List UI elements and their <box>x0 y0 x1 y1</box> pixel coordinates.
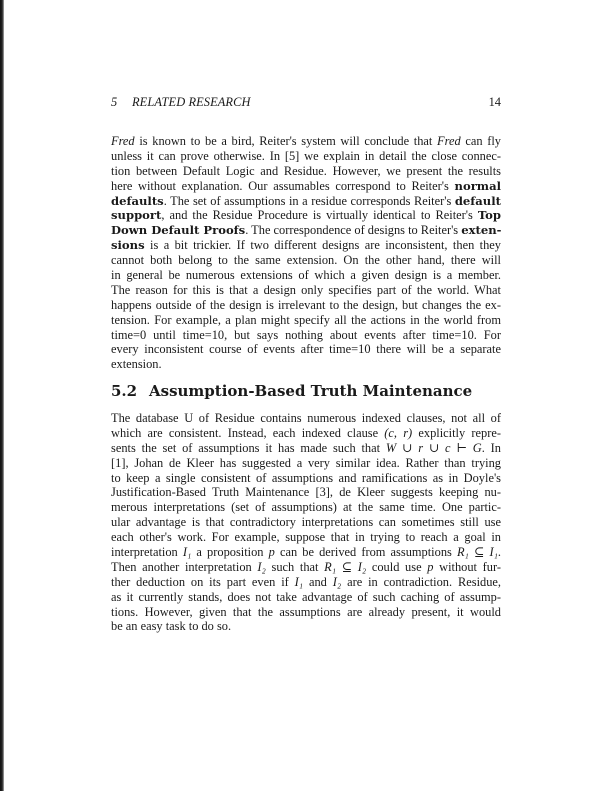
text-run: extension. <box>111 357 162 372</box>
section-heading-number: 5.2 <box>111 382 138 400</box>
italic-term: R₁ ⊆ I₁ <box>456 545 498 560</box>
text-run: is a bit trickier. If two different designs are inconsistent, then they <box>144 238 501 253</box>
text-run: which are consistent. Instead, each indexed clause <box>111 425 385 440</box>
text-run: happens outside of the design is irrelevant to the design, but changes the ex- <box>111 297 501 312</box>
text-run: unless it can prove otherwise. In [5] we explain in detail the close connec- <box>111 148 501 163</box>
text-line <box>111 530 501 545</box>
text-line <box>111 426 501 441</box>
bold-term: defaults <box>111 193 164 208</box>
italic-term: I₁ <box>294 574 304 589</box>
text-line <box>111 471 501 486</box>
text-run: ular advantage is that contradictory interpretations can sometimes still use <box>111 515 501 530</box>
text-line <box>111 253 501 268</box>
italic-term: Fred <box>437 134 461 148</box>
text-run: each other's work. For example, suppose that in trying to reach a goal in <box>111 530 501 545</box>
paragraph-default-logic <box>111 134 501 372</box>
text-line <box>111 223 501 238</box>
text-line <box>111 268 501 283</box>
text-line <box>111 298 501 313</box>
text-run: are in contradiction. Residue, <box>341 574 501 589</box>
text-run: . The set of assumptions in a residue corresponds Reiter's <box>163 193 455 208</box>
text-run: cannot both belong to the same extension. On the other hand, there will <box>111 253 501 268</box>
text-line <box>111 283 501 298</box>
text-line <box>111 179 501 194</box>
text-run: tension. For example, a plan might specify all the actions in the world from <box>111 312 501 327</box>
bold-term: sions <box>111 238 145 253</box>
text-run: tions. However, given that the assumptions are already present, it would <box>111 604 501 619</box>
paragraph-atms <box>111 411 501 634</box>
bold-term: normal <box>454 178 501 193</box>
italic-term: p <box>268 545 275 560</box>
text-line <box>111 357 501 372</box>
running-head <box>111 95 501 111</box>
italic-term: R₁ ⊆ I₂ <box>324 559 367 574</box>
page-number: 14 <box>488 95 501 109</box>
text-line <box>111 149 501 164</box>
bold-term: default <box>454 193 501 208</box>
text-line <box>111 411 501 426</box>
text-line <box>111 590 501 605</box>
italic-term: W ∪ r ∪ c ⊢ G <box>385 440 482 455</box>
text-run: tion between Default Logic and Residue. However, we present the results <box>111 163 501 178</box>
text-line <box>111 560 501 575</box>
scan-edge-shadow <box>0 0 4 791</box>
text-run: explicitly repre- <box>412 425 501 440</box>
text-run: a proposition <box>191 545 269 560</box>
text-run: every inconsistent course of events after time=10 there will be a separate <box>111 342 501 357</box>
section-heading <box>111 382 472 400</box>
running-head-section-title: RELATED RESEARCH <box>132 95 251 109</box>
italic-term: Fred <box>111 134 135 148</box>
text-run: interpretation <box>111 545 183 560</box>
text-run: is known to be a bird, Reiter's system will conclude that <box>134 134 438 148</box>
italic-term: I₂ <box>257 559 266 574</box>
text-run: such that <box>265 559 325 574</box>
text-run: . The correspondence of designs to Reiter's <box>245 223 462 238</box>
text-line <box>111 194 501 209</box>
text-line <box>111 328 501 343</box>
text-run: could use <box>366 559 428 574</box>
text-run: to keep a single consistent of assumptions and ramifications as in Doyle's <box>111 470 501 485</box>
text-line <box>111 134 501 149</box>
bold-term: Down Default Proofs <box>111 223 246 238</box>
running-head-section-number: 5 <box>111 95 118 109</box>
bold-term: support <box>111 208 162 223</box>
text-run: be an easy task to do so. <box>111 619 232 634</box>
italic-term: I₁ <box>182 545 192 560</box>
text-line <box>111 619 501 634</box>
text-run: without fur- <box>433 559 502 574</box>
section-heading-title: Assumption-Based Truth Maintenance <box>149 382 473 400</box>
text-line <box>111 456 501 471</box>
text-line <box>111 545 501 560</box>
text-run: can be derived from assumptions <box>274 545 457 560</box>
italic-term: (c, r) <box>384 425 413 440</box>
text-line <box>111 515 501 530</box>
bold-term: Top <box>477 208 501 223</box>
text-line <box>111 342 501 357</box>
text-run: The database U of Residue contains numerous indexed clauses, not all of <box>111 411 501 425</box>
text-run: ther deduction on its part even if <box>111 574 295 589</box>
text-run: , and the Residue Procedure is virtually identical to Reiter's <box>161 208 478 223</box>
text-run: time=0 until time=10, but says nothing about events after time=10. For <box>111 327 501 342</box>
text-run: Then another interpretation <box>111 559 258 574</box>
italic-term: p <box>427 559 434 574</box>
text-line <box>111 500 501 515</box>
text-line <box>111 313 501 328</box>
text-run: sents the set of assumptions it has made such that <box>111 440 386 455</box>
text-run: The reason for this is that a design only specifies part of the world. What <box>111 282 501 297</box>
text-run: Justification-Based Truth Maintenance [3], de Kleer suggests keeping nu- <box>111 485 501 500</box>
text-line <box>111 575 501 590</box>
text-run: [1], Johan de Kleer has suggested a very similar idea. Rather than trying <box>111 455 501 470</box>
text-line <box>111 441 501 456</box>
text-run: as it currently stands, does not take advantage of such caching of assump- <box>111 589 501 604</box>
text-run: in general be numerous extensions of which a given design is a member. <box>111 268 501 283</box>
text-line <box>111 208 501 223</box>
text-run: and <box>303 574 333 589</box>
text-run: here without explanation. Our assumables correspond to Reiter's <box>111 178 455 193</box>
text-line <box>111 485 501 500</box>
text-run: . <box>497 545 501 560</box>
text-line <box>111 238 501 253</box>
bold-term: exten- <box>461 223 502 238</box>
italic-term: I₂ <box>332 574 342 589</box>
text-line <box>111 164 501 179</box>
text-line <box>111 605 501 620</box>
text-run: can fly <box>460 134 501 148</box>
text-run: merous interpretations (set of assumptions) at the same time. One partic- <box>111 500 501 515</box>
text-run: . In <box>481 440 501 455</box>
